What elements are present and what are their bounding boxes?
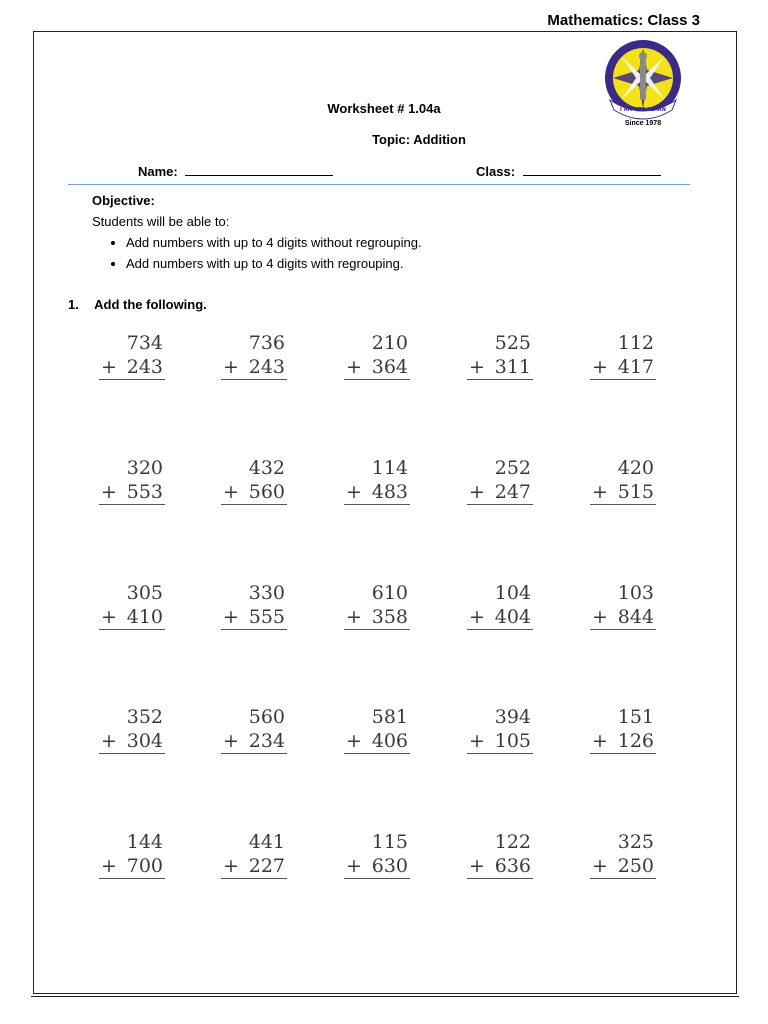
problem-bottom-line xyxy=(467,480,533,505)
plus-sign: + xyxy=(469,606,485,628)
addition-problem xyxy=(467,705,533,754)
addition-problem xyxy=(344,581,410,630)
problem-bottom-number: 483 xyxy=(371,481,408,503)
problem-bottom-number: 560 xyxy=(248,481,285,503)
plus-sign: + xyxy=(101,481,117,503)
addition-problem xyxy=(467,581,533,630)
problem-top-number: 305 xyxy=(126,582,163,604)
problem-bottom-number: 410 xyxy=(126,606,163,628)
plus-sign: + xyxy=(592,730,608,752)
problem-top-number: 114 xyxy=(371,457,408,479)
problem-bottom-number: 304 xyxy=(126,730,163,752)
problem-bottom-number: 243 xyxy=(126,356,163,378)
plus-sign: + xyxy=(223,481,239,503)
problem-top-number: 581 xyxy=(371,706,408,728)
subject-header: Mathematics: Class 3 xyxy=(547,12,700,29)
addition-problem xyxy=(221,456,287,505)
problem-bottom-number: 700 xyxy=(126,855,163,877)
problem-top-number: 115 xyxy=(371,831,408,853)
problem-bottom-number: 406 xyxy=(371,730,408,752)
addition-problem xyxy=(221,581,287,630)
addition-problem xyxy=(344,456,410,505)
class-blank-line[interactable] xyxy=(523,163,661,176)
addition-problem xyxy=(344,830,410,879)
objective-section xyxy=(92,193,422,277)
plus-sign: + xyxy=(223,730,239,752)
problem-top-number: 352 xyxy=(126,706,163,728)
plus-sign: + xyxy=(469,481,485,503)
problem-bottom-line xyxy=(467,854,533,879)
problem-top-number: 420 xyxy=(617,457,654,479)
problem-top-number: 394 xyxy=(494,706,531,728)
problem-bottom-line xyxy=(467,729,533,754)
problem-bottom-line xyxy=(99,854,165,879)
logo-since-text: Since 1978 xyxy=(624,120,662,127)
addition-problem xyxy=(344,331,410,380)
problem-bottom-number: 250 xyxy=(617,855,654,877)
addition-problem xyxy=(344,705,410,754)
problem-bottom-line xyxy=(344,854,410,879)
problem-bottom-line xyxy=(590,355,656,380)
problem-top-number: 432 xyxy=(248,457,285,479)
school-logo xyxy=(600,40,686,132)
problem-top-number: 330 xyxy=(248,582,285,604)
problem-top-number: 144 xyxy=(126,831,163,853)
problem-bottom-line xyxy=(590,729,656,754)
question-text: Add the following. xyxy=(94,297,207,312)
problem-top-number: 734 xyxy=(126,332,163,354)
plus-sign: + xyxy=(346,855,362,877)
problem-bottom-line xyxy=(221,854,287,879)
addition-problem xyxy=(99,331,165,380)
problem-bottom-number: 844 xyxy=(617,606,654,628)
plus-sign: + xyxy=(592,481,608,503)
objective-list xyxy=(92,235,422,271)
problem-top-number: 112 xyxy=(617,332,654,354)
problem-top-number: 736 xyxy=(248,332,285,354)
problem-top-number: 151 xyxy=(617,706,654,728)
problem-top-number: 325 xyxy=(617,831,654,853)
name-field[interactable] xyxy=(138,163,333,179)
plus-sign: + xyxy=(592,855,608,877)
plus-sign: + xyxy=(101,730,117,752)
problem-top-number: 103 xyxy=(617,582,654,604)
problem-bottom-line xyxy=(221,605,287,630)
problem-top-number: 104 xyxy=(494,582,531,604)
addition-problem xyxy=(590,331,656,380)
class-field[interactable] xyxy=(476,163,661,179)
problem-bottom-line xyxy=(99,605,165,630)
addition-problem xyxy=(99,581,165,630)
problem-bottom-line xyxy=(344,729,410,754)
plus-sign: + xyxy=(101,356,117,378)
problem-bottom-line xyxy=(467,605,533,630)
problem-bottom-number: 227 xyxy=(248,855,285,877)
problem-top-number: 122 xyxy=(494,831,531,853)
plus-sign: + xyxy=(346,356,362,378)
problem-top-number: 441 xyxy=(248,831,285,853)
plus-sign: + xyxy=(223,855,239,877)
plus-sign: + xyxy=(469,356,485,378)
problem-bottom-number: 247 xyxy=(494,481,531,503)
addition-problem xyxy=(590,456,656,505)
plus-sign: + xyxy=(469,855,485,877)
problem-bottom-line xyxy=(99,355,165,380)
plus-sign: + xyxy=(346,481,362,503)
problem-bottom-line xyxy=(99,480,165,505)
problem-bottom-line xyxy=(590,480,656,505)
problem-bottom-line xyxy=(344,605,410,630)
problem-top-number: 525 xyxy=(494,332,531,354)
page-border-bottom-line xyxy=(31,996,739,997)
problem-bottom-number: 553 xyxy=(126,481,163,503)
problem-bottom-number: 630 xyxy=(371,855,408,877)
addition-problem xyxy=(99,705,165,754)
problem-bottom-line xyxy=(344,355,410,380)
addition-problem xyxy=(467,456,533,505)
problem-bottom-number: 126 xyxy=(617,730,654,752)
plus-sign: + xyxy=(592,606,608,628)
problem-bottom-line xyxy=(221,355,287,380)
plus-sign: + xyxy=(592,356,608,378)
problem-bottom-number: 311 xyxy=(494,356,531,378)
problem-bottom-line xyxy=(590,854,656,879)
problem-bottom-line xyxy=(590,605,656,630)
worksheet-topic: Topic: Addition xyxy=(372,132,466,147)
addition-problem xyxy=(221,830,287,879)
problem-bottom-number: 243 xyxy=(248,356,285,378)
problem-bottom-number: 364 xyxy=(371,356,408,378)
addition-problem xyxy=(590,705,656,754)
addition-problem xyxy=(467,830,533,879)
name-label: Name: xyxy=(138,164,178,179)
problem-bottom-number: 515 xyxy=(617,481,654,503)
objective-item: • Add numbers with up to 4 digits with regrouping. xyxy=(126,256,422,271)
problem-bottom-line xyxy=(344,480,410,505)
question-number: 1. xyxy=(68,297,79,312)
plus-sign: + xyxy=(101,606,117,628)
problem-top-number: 252 xyxy=(494,457,531,479)
problem-bottom-number: 417 xyxy=(617,356,654,378)
objective-intro: Students will be able to: xyxy=(92,214,230,229)
addition-problem xyxy=(590,581,656,630)
addition-problem xyxy=(99,830,165,879)
problem-top-number: 320 xyxy=(126,457,163,479)
name-blank-line[interactable] xyxy=(185,163,333,176)
addition-problem xyxy=(467,331,533,380)
problem-bottom-number: 358 xyxy=(371,606,408,628)
problem-top-number: 560 xyxy=(248,706,285,728)
plus-sign: + xyxy=(346,730,362,752)
problem-top-number: 610 xyxy=(371,582,408,604)
plus-sign: + xyxy=(346,606,362,628)
addition-problem xyxy=(590,830,656,879)
worksheet-title: Worksheet # 1.04a xyxy=(327,101,441,116)
addition-problem xyxy=(221,331,287,380)
logo-banner-text: I AM - TO LEARN xyxy=(620,107,666,113)
problem-bottom-line xyxy=(221,480,287,505)
objective-item: • Add numbers with up to 4 digits without regrouping. xyxy=(126,235,422,250)
question-1 xyxy=(68,297,207,312)
addition-problem xyxy=(221,705,287,754)
class-label: Class: xyxy=(476,164,516,179)
problem-bottom-line xyxy=(99,729,165,754)
addition-problem xyxy=(99,456,165,505)
problem-bottom-number: 105 xyxy=(494,730,531,752)
objective-heading: Objective: xyxy=(92,193,155,208)
problem-bottom-number: 555 xyxy=(248,606,285,628)
header-divider xyxy=(68,184,690,185)
problem-bottom-line xyxy=(221,729,287,754)
plus-sign: + xyxy=(469,730,485,752)
problem-top-number: 210 xyxy=(371,332,408,354)
plus-sign: + xyxy=(223,606,239,628)
problem-bottom-number: 636 xyxy=(494,855,531,877)
problem-bottom-number: 404 xyxy=(494,606,531,628)
problem-bottom-line xyxy=(467,355,533,380)
plus-sign: + xyxy=(101,855,117,877)
plus-sign: + xyxy=(223,356,239,378)
problem-bottom-number: 234 xyxy=(248,730,285,752)
